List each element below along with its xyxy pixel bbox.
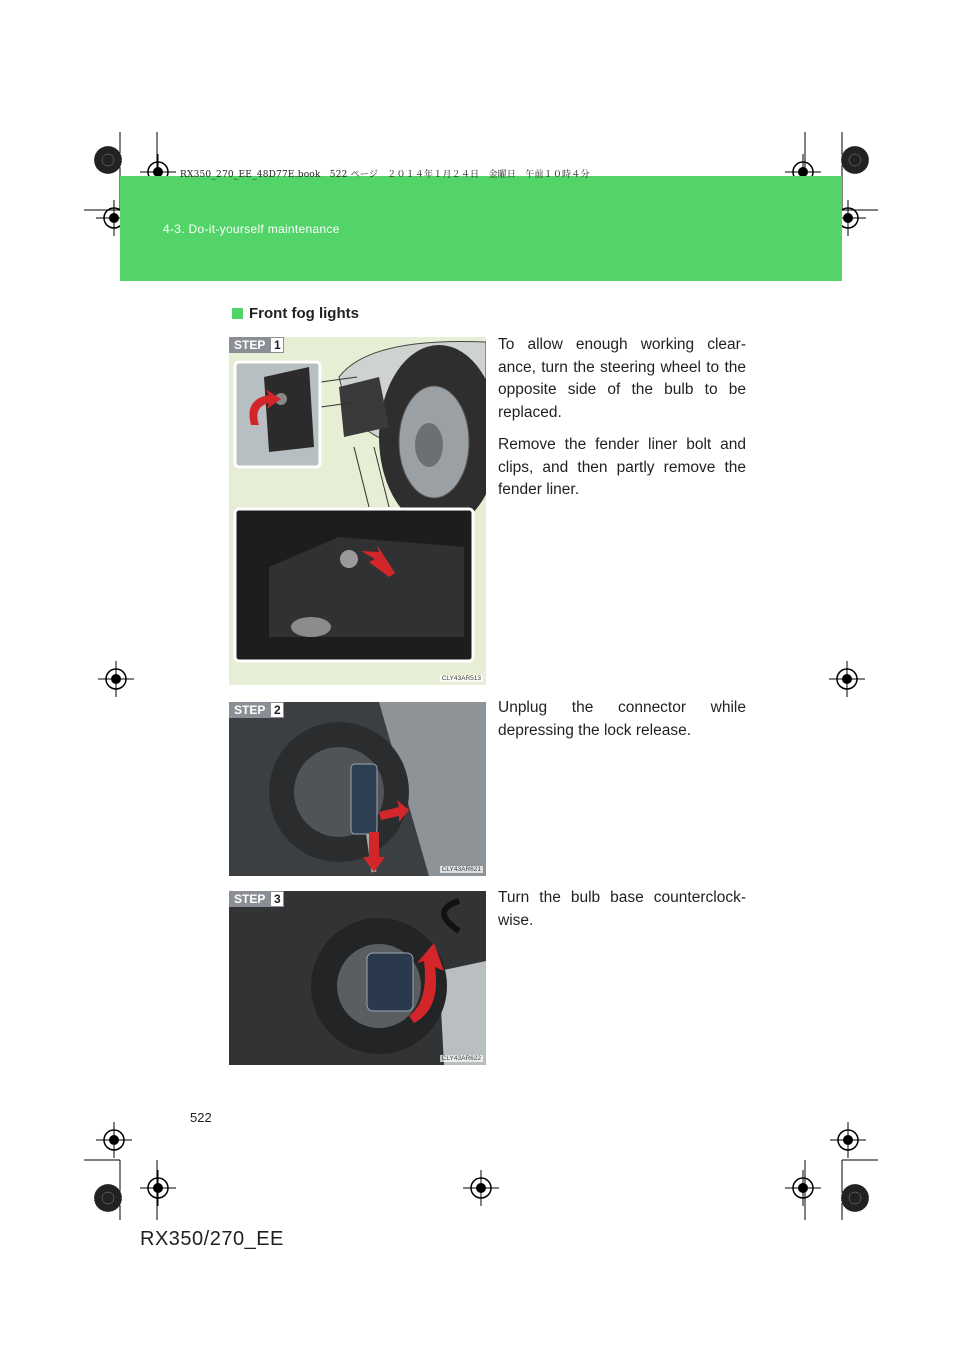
step-3-figure — [229, 891, 486, 1065]
step-2-text: Unplug the connector while depressing the lock release. — [498, 699, 746, 739]
model-footer: RX350/270_EE — [140, 1228, 284, 1250]
page-number: 522 — [190, 1110, 212, 1125]
square-bullet-icon — [232, 308, 243, 319]
step-number: 2 — [270, 702, 284, 718]
connector-illustration — [229, 702, 486, 876]
step-word: STEP — [229, 337, 270, 353]
subheading-text: Front fog lights — [249, 305, 359, 322]
step-2-figure — [229, 702, 486, 876]
step-word: STEP — [229, 702, 270, 718]
figure-code: CLY43AR621 — [441, 866, 481, 873]
section-title: 4-3. Do-it-yourself maintenance — [163, 222, 340, 236]
book-info-line: RX350_270_EE_48D77E.book 522 ページ ２０１４年１月２４日 金曜日 午前１０時４分 — [180, 170, 590, 180]
step-2-badge — [229, 702, 284, 718]
subheading — [232, 305, 359, 322]
step-1-text-2: Remove the fender liner bolt and clips, and then partly remove the fender liner. — [498, 436, 746, 498]
figure-code: CLY43AR622 — [441, 1055, 481, 1062]
step-1-badge — [229, 337, 284, 353]
step-number: 1 — [270, 337, 284, 353]
step-3-badge — [229, 891, 284, 907]
step-3-text: Turn the bulb base counterclock-wise. — [498, 889, 746, 929]
figure-code: CLY43AR513 — [441, 675, 481, 682]
step-number: 3 — [270, 891, 284, 907]
step-1-figure — [229, 337, 486, 685]
step-1-text-1: To allow enough working clear-ance, turn the steering wheel to the opposite side of the bulb to be replaced. — [498, 336, 746, 421]
fender-liner-illustration — [229, 337, 486, 685]
step-word: STEP — [229, 891, 270, 907]
bulb-base-illustration — [229, 891, 486, 1065]
